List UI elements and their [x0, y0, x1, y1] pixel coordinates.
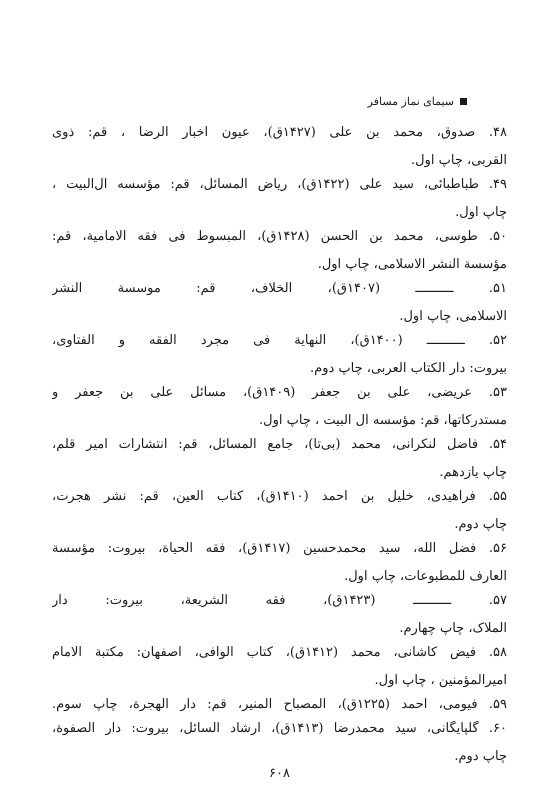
reference-line: ۴۹. طباطبائی، سید علی (۱۴۲۲ق)، ریاض المسائل، قم: مؤسسه آل‌البیت ،: [52, 177, 507, 192]
reference-line: ۵۵. فراهیدی، خلیل بن احمد (۱۴۱۰ق)، کتاب العین، قم: نشر هجرت،: [52, 489, 507, 504]
reference-line: ۴۸. صدوق، محمد بن علی (۱۴۲۷ق)، عیون اخبار الرضا ، قم: ذوی: [52, 125, 507, 140]
reference-line: ۵۳. عریضی، علی بن جعفر (۱۴۰۹ق)، مسائل علی بن جعفر و: [52, 385, 507, 400]
reference-line: القربی، چاپ اول.: [411, 153, 507, 168]
reference-line: ۶۰. گلپایگانی، سید محمدرضا (۱۴۱۳ق)، ارشاد السائل، بیروت: دار الصفوة،: [52, 721, 507, 736]
reference-line: ۵۴. فاضل لنکرانی، محمد (بی‌تا)، جامع المسائل، قم: انتشارات امیر قلم،: [52, 437, 507, 452]
reference-item: [52, 541, 507, 585]
reference-item: [52, 333, 507, 377]
reference-line: چاپ یازدهم.: [439, 465, 507, 480]
reference-line: چاپ دوم.: [454, 517, 507, 532]
reference-item: [52, 281, 507, 325]
reference-line: الاسلامی، چاپ اول.: [399, 309, 507, 324]
reference-line: ۵۱. ــــــــــ (۱۴۰۷ق)، الخلاف، قم: موسسة النشر: [52, 281, 507, 296]
reference-line: چاپ اول.: [455, 205, 507, 220]
reference-item: [52, 125, 507, 169]
reference-item: [52, 177, 507, 221]
reference-item: [52, 721, 507, 765]
reference-line: ۵۸. فیض کاشانی، محمد (۱۴۱۲ق)، کتاب الوافی، اصفهان: مکتبة الامام: [52, 645, 507, 660]
reference-item: [52, 593, 507, 637]
reference-item: [52, 489, 507, 533]
running-header: [368, 95, 467, 108]
reference-line: ۵۰. طوسی، محمد بن الحسن (۱۴۲۸ق)، المبسوط فی فقه الامامیة، قم:: [52, 229, 507, 244]
reference-item: [52, 385, 507, 429]
reference-list: [52, 125, 507, 773]
reference-line: الملاک، چاپ چهارم.: [399, 621, 507, 636]
reference-line: امیرالمؤمنین ، چاپ اول.: [374, 673, 507, 688]
reference-line: ۵۶. فضل الله، سید محمدحسین (۱۴۱۷ق)، فقه الحیاة، بیروت: مؤسسة: [52, 541, 507, 556]
reference-line: چاپ دوم.: [454, 749, 507, 764]
reference-item: [52, 229, 507, 273]
reference-item: [52, 437, 507, 481]
reference-line: ۵۹. فیومی، احمد (۱۲۲۵ق)، المصباح المنیر، قم: دار الهجرة، چاپ سوم.: [52, 697, 507, 712]
reference-item: [52, 697, 507, 713]
reference-line: بیروت: دار الکتاب العربی، چاپ دوم.: [310, 361, 507, 376]
reference-line: ۵۲. ــــــــــ (۱۴۰۰ق)، النهایة فی مجرد الفقه و الفتاوی،: [52, 333, 507, 348]
running-title: سیمای نماز مسافر: [367, 95, 454, 108]
reference-line: مؤسسة النشر الاسلامی، چاپ اول.: [317, 257, 507, 272]
reference-item: [52, 645, 507, 689]
square-bullet-icon: [460, 98, 467, 105]
reference-line: العارف للمطبوعات، چاپ اول.: [344, 569, 507, 584]
reference-line: ۵۷. ــــــــــ (۱۴۲۳ق)، فقه الشریعة، بیروت: دار: [52, 593, 507, 608]
page-number: ۶۰۸: [269, 766, 290, 781]
reference-line: مستدرکاتها، قم: مؤسسه آل البیت ، چاپ اول.: [259, 413, 507, 428]
